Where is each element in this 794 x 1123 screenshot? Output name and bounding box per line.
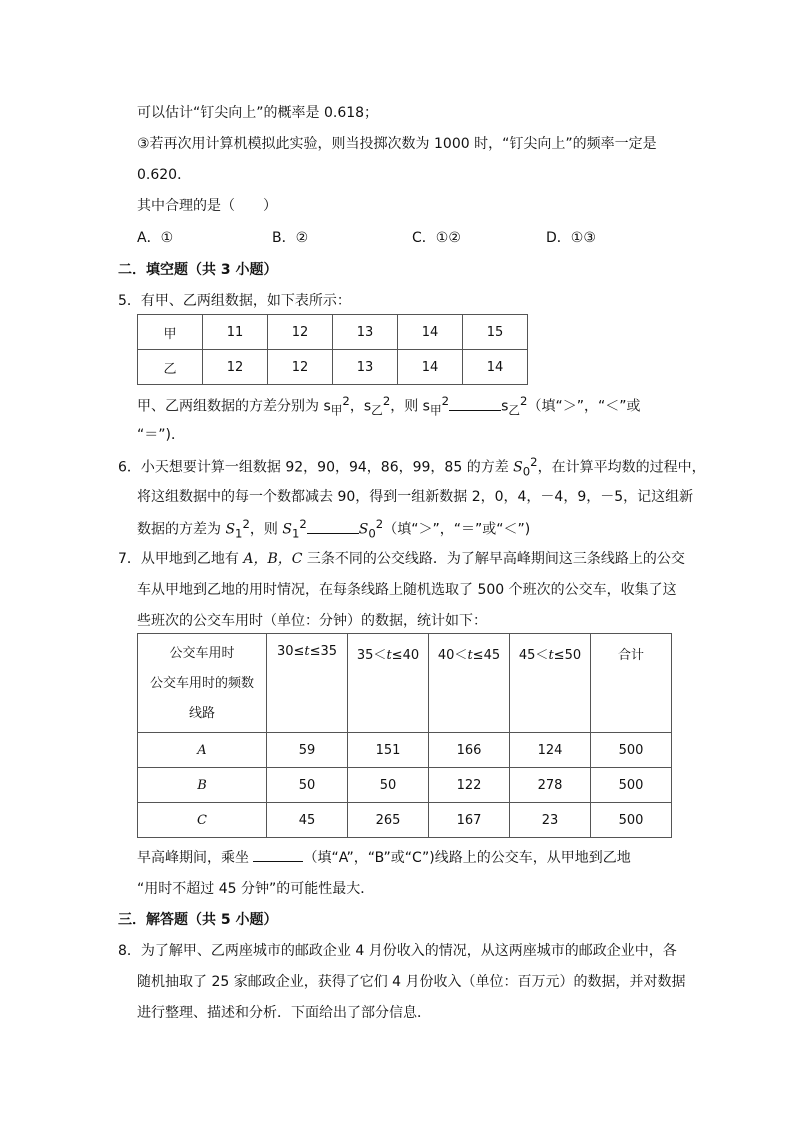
- q4-line-3: 0.620．: [137, 167, 192, 183]
- header-text: 40＜: [437, 648, 468, 663]
- table-cell: 14: [398, 315, 463, 350]
- q5-superscript: 2: [382, 394, 391, 408]
- header-text: 30≤: [276, 644, 305, 659]
- q6-line-3: [137, 517, 530, 540]
- q7-line-2: 车从甲地到乙地的用时情况，在每条线路上随机选取了 500 个班次的公交车，收集了这: [137, 582, 677, 598]
- table-cell: 12: [203, 350, 268, 385]
- q7-answer-line-2: “用时不超过 45 分钟”的可能性最大．: [137, 881, 375, 897]
- q8-line-3: 进行整理、描述和分析．下面给出了部分信息．: [137, 1005, 431, 1021]
- table-corner-cell: [138, 634, 267, 733]
- table-cell: 500: [591, 733, 672, 768]
- q4-option-d: D．①③: [546, 230, 596, 246]
- q6-answer-blank[interactable]: [307, 533, 359, 534]
- q6-variable: S: [225, 521, 236, 538]
- header-text: ≤45: [472, 648, 501, 663]
- table-cell: 12: [268, 350, 333, 385]
- table-cell: 50: [267, 768, 348, 803]
- table-cell: A: [138, 733, 267, 768]
- q6-variable: S: [513, 459, 523, 476]
- table-cell: 15: [463, 315, 528, 350]
- table-row: [138, 350, 528, 385]
- q7-text: 7．从甲地到乙地有: [118, 551, 244, 567]
- q6-text: 数据的方差为: [137, 521, 226, 538]
- q4-line-2: ③若再次用计算机模拟此实验，则当投掷次数为 1000 时，“钉尖向上”的频率一定是: [137, 136, 657, 152]
- q5-subscript: 甲: [330, 403, 343, 418]
- q5-subscript: 甲: [429, 403, 442, 418]
- table-cell: 50: [348, 768, 429, 803]
- table-cell: 122: [429, 768, 510, 803]
- table-cell: 14: [463, 350, 528, 385]
- q5-superscript: 2: [342, 394, 350, 408]
- corner-label: 线路: [188, 706, 215, 721]
- q5-answer-blank[interactable]: [449, 410, 501, 411]
- header-text: 35＜: [356, 648, 387, 663]
- q5-subscript: 乙: [371, 403, 383, 418]
- q6-variable: S: [282, 521, 292, 538]
- header-text: 合计: [617, 648, 644, 663]
- header-variable: t: [386, 648, 392, 663]
- header-variable: t: [467, 648, 473, 663]
- table-cell: B: [138, 768, 267, 803]
- table-cell: 500: [591, 768, 672, 803]
- table-cell: 500: [591, 803, 672, 838]
- q6-text: （填“＞”，“＝”或“＜”): [383, 521, 531, 538]
- q6-superscript: 2: [242, 517, 250, 531]
- q5-answer-line-2: “＝”)．: [137, 427, 185, 443]
- q5-text: ，则 s: [390, 398, 430, 415]
- q4-option-b: B．②: [272, 230, 309, 246]
- q6-superscript: 2: [375, 517, 384, 531]
- q5-superscript: 2: [520, 394, 528, 408]
- q6-superscript: 2: [299, 517, 307, 531]
- q7-line-1: [118, 548, 685, 568]
- table-cell: 45: [267, 803, 348, 838]
- table-header-row: [138, 634, 672, 733]
- table-cell: 166: [429, 733, 510, 768]
- table-cell: 13: [333, 350, 398, 385]
- q6-line-1: [118, 455, 706, 478]
- q6-text: ，则: [249, 521, 283, 538]
- table-cell: 278: [510, 768, 591, 803]
- q6-text: 6．小天想要计算一组数据 92，90，94，86，99，85 的方差: [118, 459, 514, 476]
- table-cell: 151: [348, 733, 429, 768]
- table-cell: 124: [510, 733, 591, 768]
- q5-answer-line: [137, 394, 640, 418]
- table-header-cell: [510, 634, 591, 733]
- q4-line-1: 可以估计“钉尖向上”的概率是 0.618；: [137, 105, 379, 121]
- header-text: ≤40: [391, 648, 420, 663]
- q7-answer-blank[interactable]: [253, 861, 303, 862]
- q6-subscript: 0: [368, 526, 376, 541]
- table-cell: 13: [333, 315, 398, 350]
- header-text: ≤35: [309, 644, 338, 659]
- q7-line-3: 些班次的公交车用时（单位：分钟）的数据，统计如下：: [137, 613, 487, 629]
- q8-line-2: 随机抽取了 25 家邮政企业，获得了它们 4 月份收入（单位：百万元）的数据，并对数据: [137, 974, 686, 990]
- q7-text: （填“A”，“B”或“C”)线路上的公交车，从甲地到乙地: [303, 850, 631, 866]
- table-cell: 乙: [138, 350, 203, 385]
- q7-table: [137, 633, 672, 838]
- table-row: [138, 315, 528, 350]
- q5-text: 甲、乙两组数据的方差分别为 s: [137, 398, 331, 415]
- q6-line-2: 将这组数据中的每一个数都减去 90，得到一组新数据 2，0，4，－4，9，－5，记这组新: [137, 489, 694, 505]
- table-cell: C: [138, 803, 267, 838]
- table-cell: 167: [429, 803, 510, 838]
- table-cell: 甲: [138, 315, 203, 350]
- table-row: [138, 733, 672, 768]
- header-text: ≤50: [553, 648, 582, 663]
- section-2-title: 二．填空题（共 3 小题）: [118, 262, 278, 278]
- corner-label: 公交车用时的频数: [149, 676, 254, 691]
- table-cell: 11: [203, 315, 268, 350]
- q7-variables: A，B，C: [243, 551, 303, 567]
- q6-superscript: 2: [530, 455, 538, 469]
- table-header-cell: [267, 634, 348, 733]
- q5-text: （填“＞”，“＜”或: [527, 398, 641, 415]
- q6-subscript: 1: [291, 526, 300, 541]
- q7-answer-line-1: [137, 847, 631, 867]
- q7-text: 早高峰期间，乘坐: [137, 850, 254, 866]
- q6-subscript: 0: [522, 464, 531, 479]
- table-header-cell: [429, 634, 510, 733]
- table-header-cell: [348, 634, 429, 733]
- table-cell: 14: [398, 350, 463, 385]
- q5-text: s: [501, 398, 509, 415]
- q4-line-4: 其中合理的是（ ）: [137, 198, 277, 214]
- header-variable: t: [304, 644, 310, 659]
- table-row: [138, 768, 672, 803]
- q6-text: ，在计算平均数的过程中，: [537, 459, 706, 476]
- q8-line-1: 8．为了解甲、乙两座城市的邮政企业 4 月份收入的情况，从这两座城市的邮政企业中，各: [118, 943, 677, 959]
- header-text: 45＜: [518, 648, 549, 663]
- q5-superscript: 2: [441, 394, 450, 408]
- table-cell: 265: [348, 803, 429, 838]
- q4-option-c: C．①②: [412, 230, 461, 246]
- table-cell: 59: [267, 733, 348, 768]
- q5-subscript: 乙: [508, 403, 521, 418]
- corner-label: 公交车用时: [169, 646, 235, 661]
- q7-text: 三条不同的公交线路．为了解早高峰期间这三条线路上的公交: [302, 551, 685, 567]
- q4-option-a: A．①: [137, 230, 174, 246]
- table-row: [138, 803, 672, 838]
- q6-variable: S: [358, 521, 369, 538]
- q6-subscript: 1: [235, 526, 243, 541]
- q5-text: ，s: [349, 398, 372, 415]
- table-cell: 12: [268, 315, 333, 350]
- section-3-title: 三．解答题（共 5 小题）: [118, 912, 278, 928]
- q5-stem: 5．有甲、乙两组数据，如下表所示：: [118, 293, 351, 309]
- q5-table: [137, 314, 528, 385]
- table-header-cell: [591, 634, 672, 733]
- header-variable: t: [548, 648, 554, 663]
- table-cell: 23: [510, 803, 591, 838]
